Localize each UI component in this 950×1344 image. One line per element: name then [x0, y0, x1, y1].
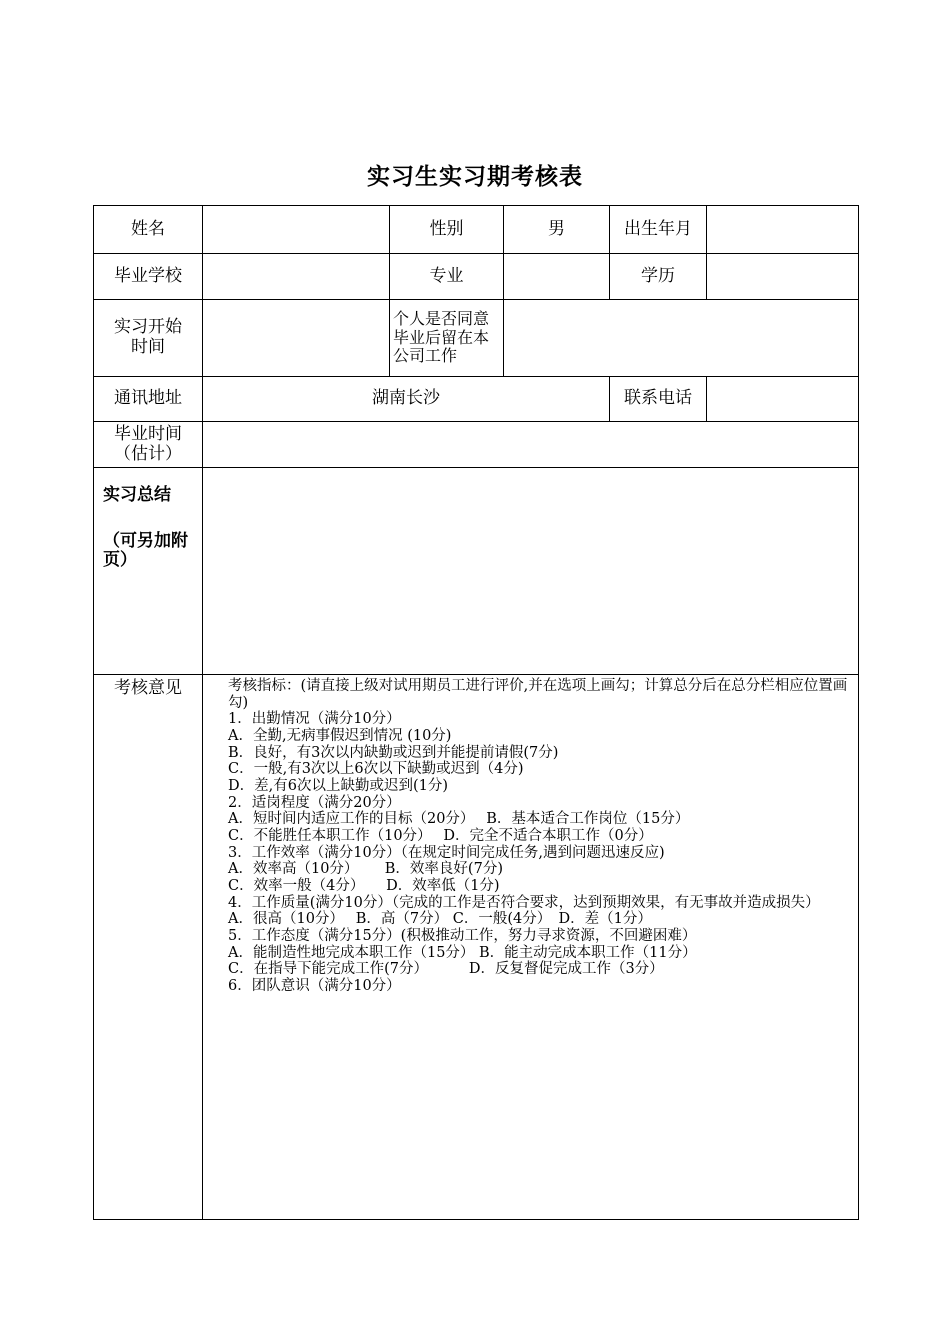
- summary-field[interactable]: [203, 468, 859, 675]
- criteria-line: C．不能胜任本职工作（10分） D．完全不适合本职工作（0分）: [228, 828, 653, 845]
- name-label: 姓名: [94, 206, 203, 254]
- criteria-line: A．效率高（10分） B．效率良好(7分): [228, 861, 503, 878]
- summary-note: （可另加附页）: [103, 530, 188, 571]
- opinion-label: 考核意见: [94, 675, 203, 1220]
- address-label: 通讯地址: [94, 377, 203, 422]
- criteria-line: 1．出勤情况（满分10分）: [228, 711, 401, 728]
- criteria-intro: 考核指标：(请直接上级对试用期员工进行评价,并在选项上画勾；计算总分后在总分栏相应位置画勾): [228, 678, 848, 711]
- criteria-line: 5．工作态度（满分15分）(积极推动工作，努力寻求资源，不回避困难）: [228, 928, 697, 945]
- address-value[interactable]: 湖南长沙: [203, 377, 610, 422]
- summary-title: 实习总结: [103, 485, 171, 505]
- education-label: 学历: [610, 254, 707, 300]
- grad-time-text: 毕业时间（估计）: [114, 423, 182, 464]
- criteria-quality: 4．工作质量(满分10分）（完成的工作是否符合要求，达到预期效果，有无事故并造成损失）: [228, 894, 820, 911]
- start-time-text: 实习开始时间: [114, 317, 182, 357]
- education-field[interactable]: [707, 254, 859, 300]
- criteria-line: C．在指导下能完成工作(7分） D．反复督促完成工作（3分）: [228, 961, 664, 978]
- criteria-line: B．良好，有3次以内缺勤或迟到并能提前请假(7分): [228, 744, 559, 761]
- name-field[interactable]: [203, 206, 390, 254]
- start-time-label: [94, 300, 203, 377]
- birth-label: 出生年月: [610, 206, 707, 254]
- page-title: 实习生实习期考核表: [367, 163, 583, 190]
- criteria-block: [203, 675, 859, 1220]
- criteria-line: A．全勤,无病事假迟到情况 (10分): [228, 728, 452, 745]
- major-label: 专业: [390, 254, 504, 300]
- school-field[interactable]: [203, 254, 390, 300]
- stay-field[interactable]: [504, 300, 859, 377]
- grad-time-label: [94, 422, 203, 468]
- stay-label: [390, 300, 504, 377]
- criteria-line: 6．团队意识（满分10分）: [228, 978, 401, 995]
- start-time-field[interactable]: [203, 300, 390, 377]
- phone-field[interactable]: [707, 377, 859, 422]
- school-label: 毕业学校: [94, 254, 203, 300]
- criteria-line: C．一般,有3次以上6次以下缺勤或迟到（4分): [228, 761, 524, 778]
- stay-label-text: 个人是否同意毕业后留在本公司工作: [393, 309, 490, 366]
- birth-field[interactable]: [707, 206, 859, 254]
- assessment-form: [93, 205, 859, 1220]
- major-field[interactable]: [504, 254, 610, 300]
- criteria-line: A．短时间内适应工作的目标（20分） B．基本适合工作岗位（15分）: [228, 811, 690, 828]
- criteria-line: C．效率一般（4分） D．效率低（1分): [228, 878, 500, 895]
- criteria-line: D．差,有6次以上缺勤或迟到(1分): [228, 778, 448, 795]
- summary-label: [94, 468, 203, 675]
- grad-time-field[interactable]: [203, 422, 859, 468]
- criteria-line: 2．适岗程度（满分20分）: [228, 794, 401, 811]
- gender-label: 性别: [390, 206, 504, 254]
- phone-label: 联系电话: [610, 377, 707, 422]
- criteria-line: A．很高（10分） B．高（7分） C．一般(4分） D．差（1分）: [228, 911, 652, 928]
- criteria-line: 3．工作效率（满分10分）（在规定时间完成任务,遇到问题迅速反应): [228, 844, 665, 861]
- criteria-line: A．能制造性地完成本职工作（15分） B．能主动完成本职工作（11分）: [228, 944, 697, 961]
- gender-value[interactable]: 男: [504, 206, 610, 254]
